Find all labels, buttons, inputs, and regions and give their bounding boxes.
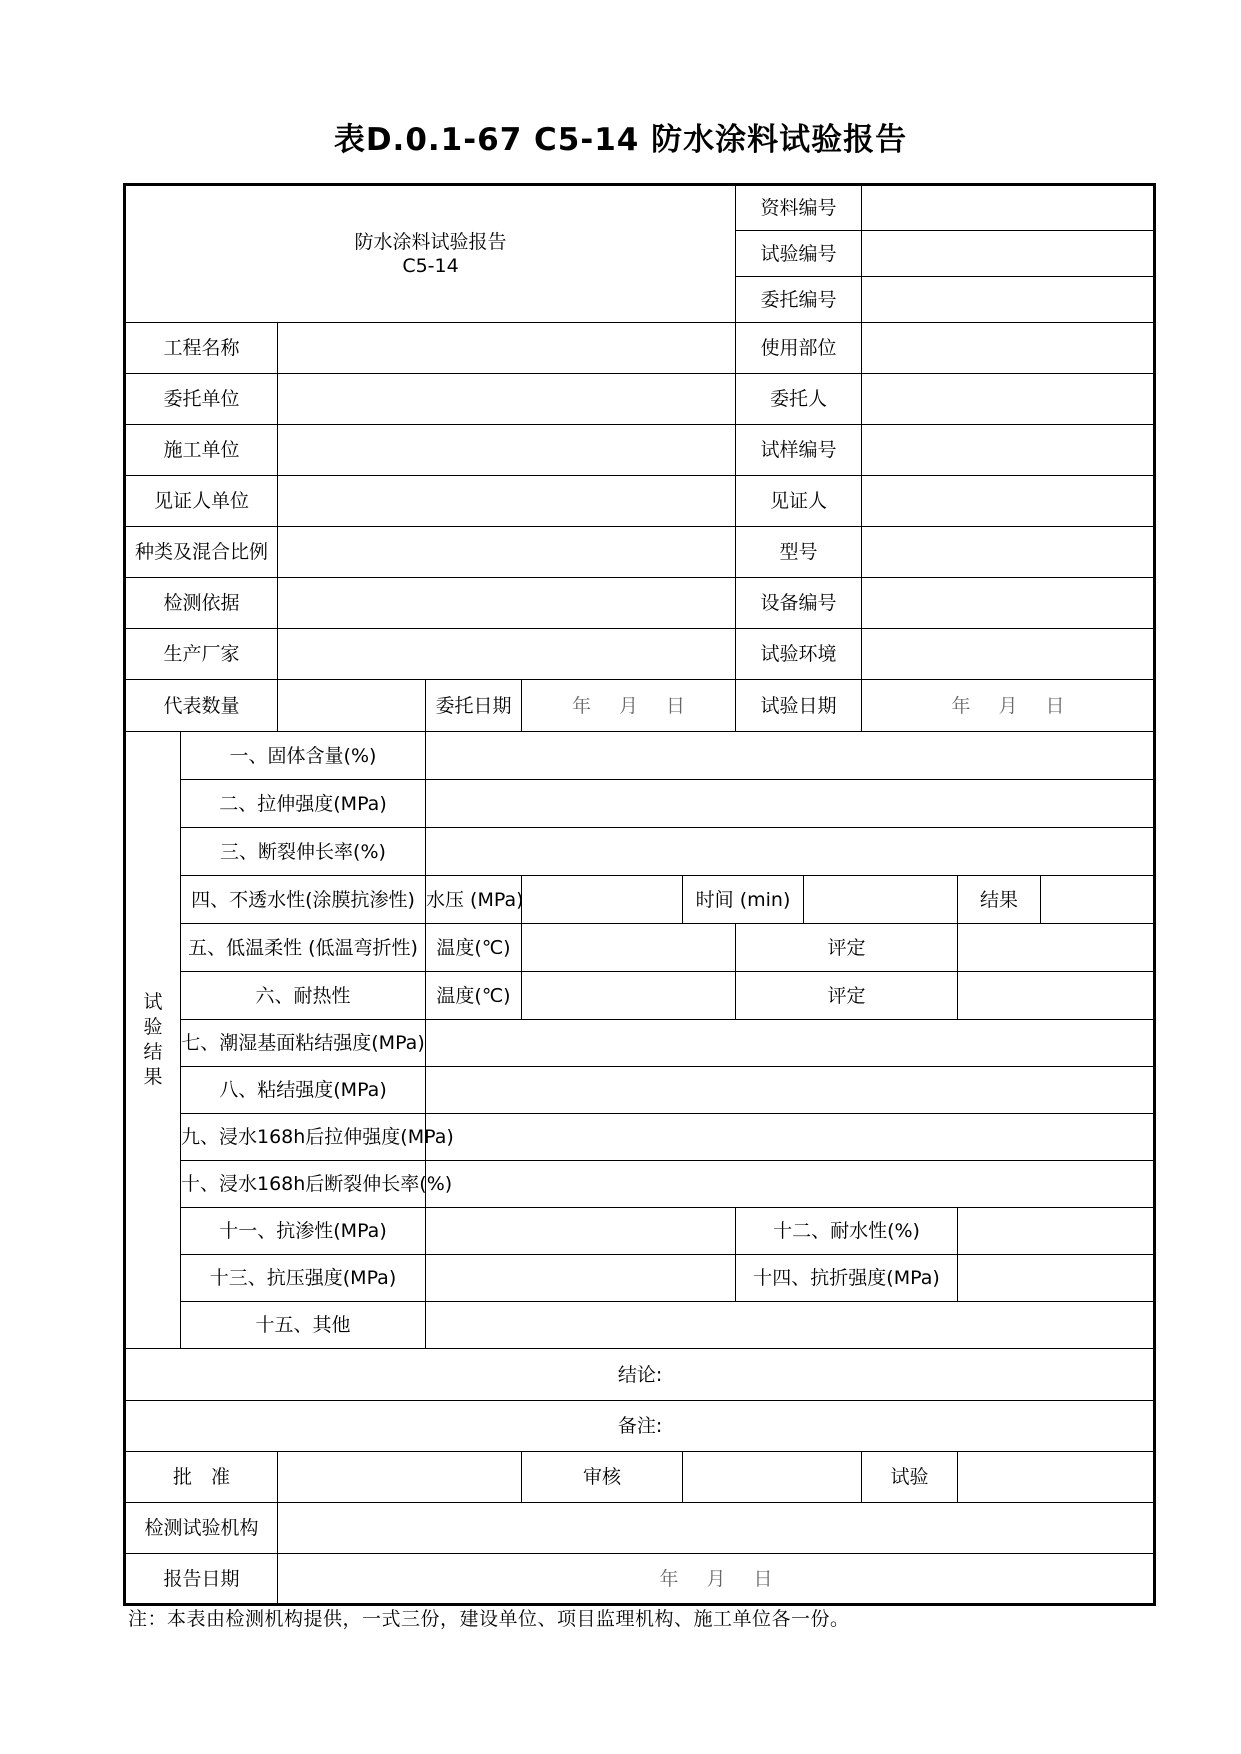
temperature-field[interactable] — [522, 972, 736, 1020]
result-item-label: 十五、其他 — [181, 1302, 426, 1349]
temperature-label: 温度(℃) — [426, 924, 522, 972]
result-item-label: 四、不透水性(涂膜抗渗性) — [181, 876, 426, 924]
result-item-label: 十二、耐水性(%) — [736, 1208, 958, 1255]
test-report-form — [123, 183, 1156, 1606]
test-basis-field[interactable] — [278, 578, 736, 629]
test-environment-field[interactable] — [862, 629, 1155, 680]
info-label: 见证人 — [736, 476, 862, 527]
result-value-field[interactable] — [426, 828, 1155, 876]
report-date-field[interactable] — [278, 1554, 1155, 1605]
result-label: 结果 — [958, 876, 1041, 924]
remarks-field[interactable] — [125, 1401, 1155, 1452]
temperature-field[interactable] — [522, 924, 736, 972]
review-label: 审核 — [522, 1452, 683, 1503]
result-value-field[interactable] — [958, 1255, 1155, 1302]
day-label: 日 — [666, 694, 686, 717]
info-label: 试验环境 — [736, 629, 862, 680]
report-date-label: 报告日期 — [125, 1554, 278, 1605]
footer-note: 注：本表由检测机构提供，一式三份，建设单位、项目监理机构、施工单位各一份。 — [128, 1608, 850, 1630]
info-label: 检测依据 — [125, 578, 278, 629]
commission-date-label: 委托日期 — [426, 680, 522, 732]
test-label: 试验 — [862, 1452, 958, 1503]
result-item-label: 五、低温柔性 (低温弯折性) — [181, 924, 426, 972]
year-label: 年 — [571, 694, 591, 717]
institution-label: 检测试验机构 — [125, 1503, 278, 1554]
construction-unit-field[interactable] — [278, 425, 736, 476]
witness-field[interactable] — [862, 476, 1155, 527]
result-value-field[interactable] — [426, 1208, 736, 1255]
year-label: 年 — [659, 1567, 679, 1590]
test-no-field[interactable] — [862, 231, 1155, 277]
info-label: 使用部位 — [736, 323, 862, 374]
result-value-field[interactable] — [426, 1255, 736, 1302]
rating-label: 评定 — [736, 972, 958, 1020]
info-label: 施工单位 — [125, 425, 278, 476]
data-no-label: 资料编号 — [736, 185, 862, 231]
quantity-label: 代表数量 — [125, 680, 278, 732]
info-label: 生产厂家 — [125, 629, 278, 680]
info-label: 见证人单位 — [125, 476, 278, 527]
result-value-field[interactable] — [426, 1302, 1155, 1349]
report-code: C5-14 — [402, 255, 459, 277]
month-label: 月 — [706, 1567, 726, 1590]
commission-no-field[interactable] — [862, 277, 1155, 323]
review-signature-field[interactable] — [683, 1452, 862, 1503]
day-label: 日 — [753, 1567, 773, 1590]
conclusion-label: 结论: — [617, 1363, 663, 1386]
test-signature-field[interactable] — [958, 1452, 1155, 1503]
result-item-label: 六、耐热性 — [181, 972, 426, 1020]
result-item-label: 九、浸水168h后拉伸强度(MPa) — [181, 1114, 426, 1161]
client-person-field[interactable] — [862, 374, 1155, 425]
result-value-field[interactable] — [426, 1067, 1155, 1114]
result-value-field[interactable] — [958, 1208, 1155, 1255]
temperature-label: 温度(℃) — [426, 972, 522, 1020]
result-item-label: 三、断裂伸长率(%) — [181, 828, 426, 876]
sample-no-field[interactable] — [862, 425, 1155, 476]
conclusion-field[interactable] — [125, 1349, 1155, 1401]
info-label: 委托单位 — [125, 374, 278, 425]
quantity-field[interactable] — [278, 680, 426, 732]
result-item-label: 十、浸水168h后断裂伸长率(%) — [181, 1161, 426, 1208]
commission-no-label: 委托编号 — [736, 277, 862, 323]
result-item-label: 一、固体含量(%) — [181, 732, 426, 780]
rating-field[interactable] — [958, 972, 1155, 1020]
month-label: 月 — [998, 694, 1018, 717]
result-item-label: 十三、抗压强度(MPa) — [181, 1255, 426, 1302]
rating-label: 评定 — [736, 924, 958, 972]
manufacturer-field[interactable] — [278, 629, 736, 680]
info-label: 委托人 — [736, 374, 862, 425]
data-no-field[interactable] — [862, 185, 1155, 231]
result-value-field[interactable] — [426, 780, 1155, 828]
month-label: 月 — [619, 694, 639, 717]
test-no-label: 试验编号 — [736, 231, 862, 277]
report-heading-cell — [125, 185, 736, 323]
info-label: 工程名称 — [125, 323, 278, 374]
report-name: 防水涂料试验报告 — [354, 231, 507, 253]
result-field[interactable] — [1041, 876, 1155, 924]
time-label: 时间 (min) — [683, 876, 804, 924]
info-label: 试样编号 — [736, 425, 862, 476]
test-results-section-label: 试 验 结 果 — [125, 732, 181, 1349]
usage-location-field[interactable] — [862, 323, 1155, 374]
year-label: 年 — [951, 694, 971, 717]
result-value-field[interactable] — [426, 1020, 1155, 1067]
result-value-field[interactable] — [426, 732, 1155, 780]
project-name-field[interactable] — [278, 323, 736, 374]
test-date-label: 试验日期 — [736, 680, 862, 732]
commission-date-field[interactable] — [522, 680, 736, 732]
result-value-field[interactable] — [426, 1161, 1155, 1208]
document-title: 表D.0.1-67 C5-14 防水涂料试验报告 — [333, 122, 908, 158]
institution-field[interactable] — [278, 1503, 1155, 1554]
rating-field[interactable] — [958, 924, 1155, 972]
water-pressure-field[interactable] — [522, 876, 683, 924]
model-field[interactable] — [862, 527, 1155, 578]
approve-signature-field[interactable] — [278, 1452, 522, 1503]
result-item-label: 七、潮湿基面粘结强度(MPa) — [181, 1020, 426, 1067]
info-label: 种类及混合比例 — [125, 527, 278, 578]
time-field[interactable] — [804, 876, 958, 924]
result-item-label: 十一、抗渗性(MPa) — [181, 1208, 426, 1255]
result-item-label: 十四、抗折强度(MPa) — [736, 1255, 958, 1302]
approve-label: 批 准 — [125, 1452, 278, 1503]
commissioning-unit-field[interactable] — [278, 374, 736, 425]
type-mix-ratio-field[interactable] — [278, 527, 736, 578]
result-item-label: 八、粘结强度(MPa) — [181, 1067, 426, 1114]
day-label: 日 — [1045, 694, 1065, 717]
result-value-field[interactable] — [426, 1114, 1155, 1161]
result-item-label: 二、拉伸强度(MPa) — [181, 780, 426, 828]
witness-unit-field[interactable] — [278, 476, 736, 527]
test-date-field[interactable] — [862, 680, 1155, 732]
water-pressure-label: 水压 (MPa) — [426, 876, 522, 924]
info-label: 设备编号 — [736, 578, 862, 629]
equipment-no-field[interactable] — [862, 578, 1155, 629]
remarks-label: 备注: — [617, 1415, 663, 1437]
info-label: 型号 — [736, 527, 862, 578]
